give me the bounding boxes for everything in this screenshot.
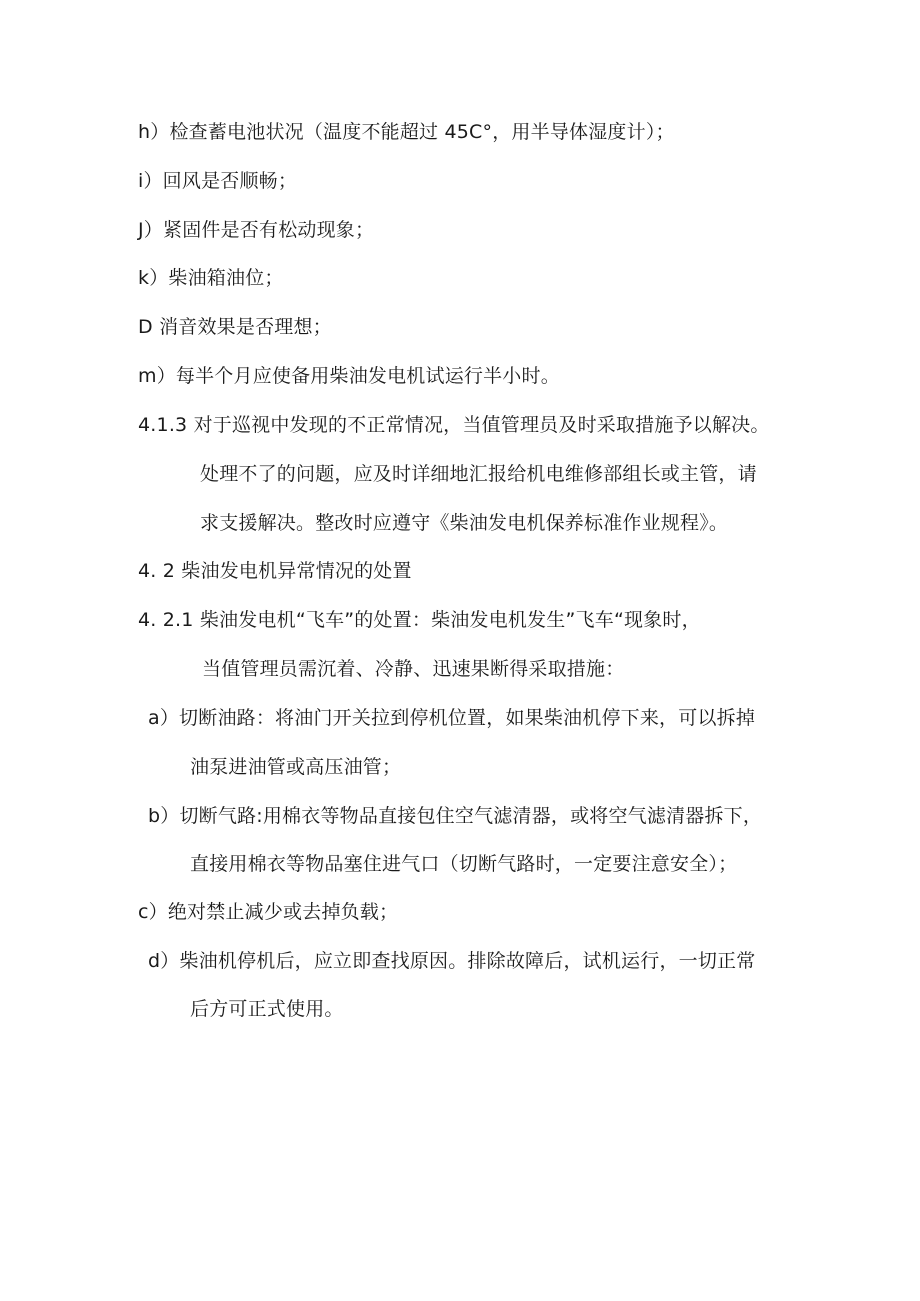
item-d: d）柴油机停机后，应立即查找原因。排除故障后，试机运行，一切正常 bbox=[148, 950, 756, 972]
item-i: i）回风是否顺畅； bbox=[138, 170, 298, 192]
item-d-continuation: 后方可正式使用。 bbox=[190, 998, 344, 1020]
item-k: k）柴油箱油位； bbox=[138, 267, 284, 289]
item-c: c）绝对禁止减少或去掉负载； bbox=[138, 901, 399, 923]
item-a-continuation: 油泵进油管或高压油管； bbox=[190, 756, 402, 778]
section-4-2-title: 4. 2 柴油发电机异常情况的处置 bbox=[138, 560, 412, 582]
section-4-1-3-continuation-2: 求支援解决。整改时应遵守《柴油发电机保养标准作业规程》。 bbox=[200, 512, 729, 534]
item-l: D 消音效果是否理想； bbox=[138, 316, 332, 338]
section-4-1-3-heading: 4.1.3 对于巡视中发现的不正常情况，当值管理员及时采取措施予以解决。 bbox=[138, 414, 770, 436]
item-m: m）每半个月应使备用柴油发电机试运行半小时。 bbox=[138, 365, 560, 387]
section-4-1-3-continuation-1: 处理不了的问题，应及时详细地汇报给机电维修部组长或主管，请 bbox=[200, 463, 757, 485]
item-h: h）检查蓄电池状况（温度不能超过 45C°，用半导体湿度计）； bbox=[138, 121, 675, 143]
section-4-2-1-continuation: 当值管理员需沉着、冷静、迅速果断得采取措施： bbox=[202, 658, 625, 680]
item-b: b）切断气路:用棉衣等物品直接包住空气滤清器，或将空气滤清器拆下， bbox=[148, 805, 763, 827]
item-a: a）切断油路：将油门开关拉到停机位置，如果柴油机停下来，可以拆掉 bbox=[148, 707, 756, 729]
item-b-continuation: 直接用棉衣等物品塞住进气口（切断气路时，一定要注意安全）； bbox=[190, 853, 738, 875]
section-4-2-1-heading: 4. 2.1 柴油发电机“飞车”的处置：柴油发电机发生”飞车“现象时， bbox=[138, 609, 701, 631]
item-j: J）紧固件是否有松动现象； bbox=[138, 219, 375, 241]
